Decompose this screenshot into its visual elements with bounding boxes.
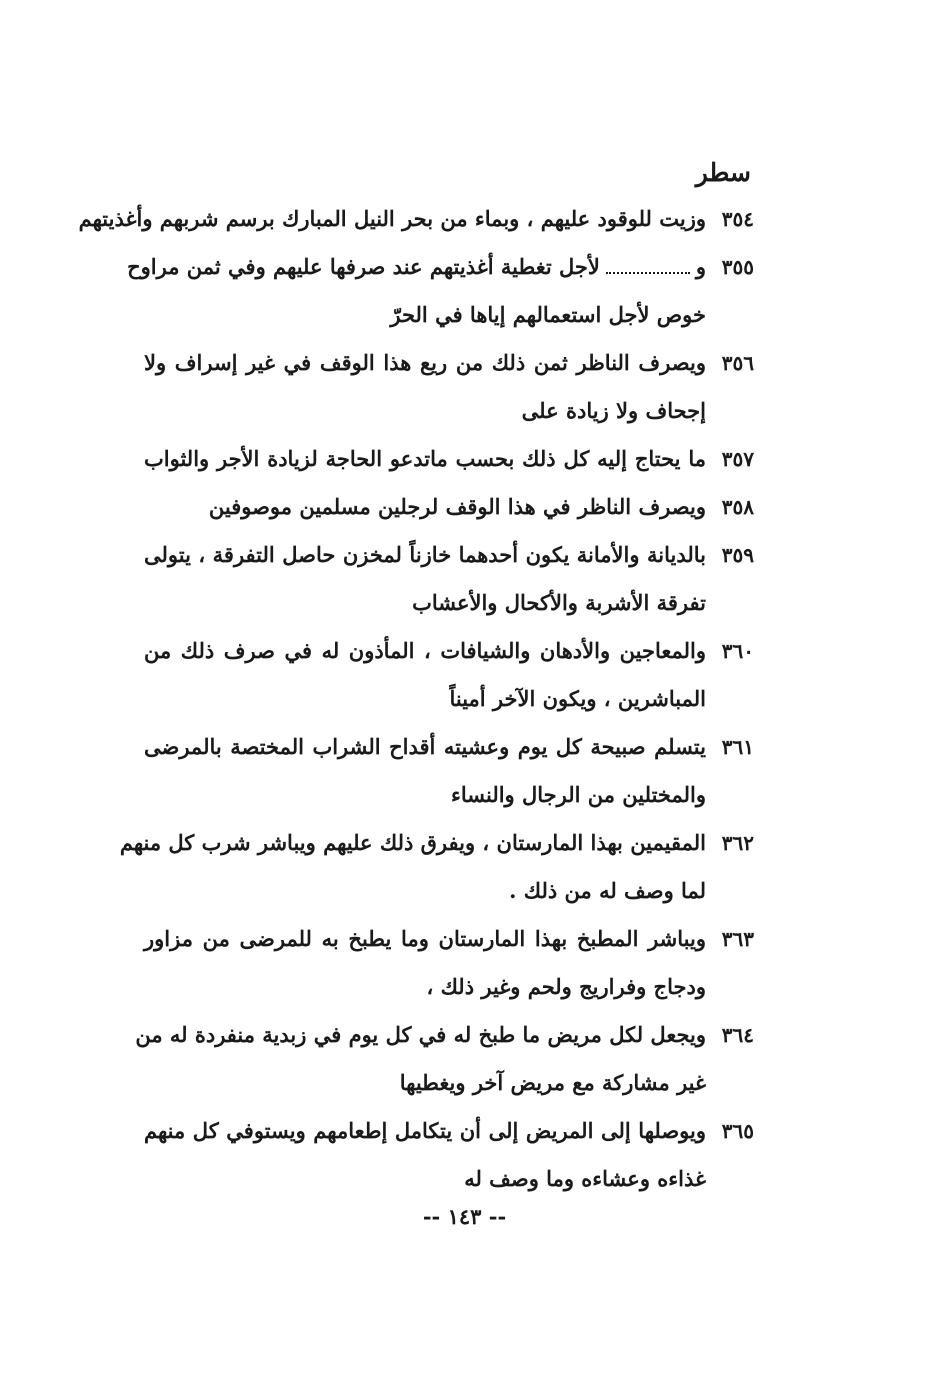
line-entry-356 xyxy=(144,339,754,435)
line-row-continuation xyxy=(144,1155,754,1203)
line-text: تفرقة الأشربة والأكحال والأعشاب xyxy=(412,590,706,615)
line-number: ٣٥٤ xyxy=(721,207,754,231)
line-text: وزيت للوقود عليهم ، وبماء من بحر النيل المبارك برسم شربهم وأغذيتهم xyxy=(78,206,706,231)
line-row xyxy=(144,531,754,579)
line-text: لما وصف له من ذلك . xyxy=(509,878,706,903)
line-number: ٣٦٣ xyxy=(721,927,754,951)
line-text: ويصرف الناظر في هذا الوقف لرجلين مسلمين موصوفين xyxy=(208,494,706,519)
line-entry-363 xyxy=(144,915,754,1011)
line-row xyxy=(144,627,754,675)
line-text: والمختلين من الرجال والنساء xyxy=(450,782,706,807)
ellipsis-dots xyxy=(606,260,690,274)
line-text: المباشرين ، ويكون الآخر أميناً xyxy=(449,686,706,711)
line-row-continuation xyxy=(144,291,754,339)
line-text: ويصرف الناظر ثمن ذلك من ريع هذا الوقف في غير إسراف ولا xyxy=(144,350,706,375)
line-text: ويباشر المطبخ بهذا المارستان وما يطبخ به للمرضى من مزاور xyxy=(144,926,706,951)
line-row-continuation xyxy=(144,579,754,627)
line-number: ٣٦١ xyxy=(721,735,754,759)
line-text: ويوصلها إلى المريض إلى أن يتكامل إطعامهم ويستوفي كل منهم xyxy=(144,1118,706,1143)
line-prefix: و xyxy=(695,254,706,279)
header-line-label: سطر xyxy=(695,158,751,187)
line-text xyxy=(127,243,706,291)
line-entry-362 xyxy=(119,819,754,915)
line-entry-364 xyxy=(135,1011,754,1107)
line-entry-354 xyxy=(78,195,754,243)
line-entry-360 xyxy=(144,627,754,723)
line-row xyxy=(135,1011,754,1059)
line-number: ٣٦٢ xyxy=(721,831,754,855)
line-row-continuation xyxy=(144,963,754,1011)
line-row xyxy=(144,723,754,771)
text-lines xyxy=(78,195,754,1203)
line-row-continuation xyxy=(144,387,754,435)
line-entry-359 xyxy=(144,531,754,627)
line-row-continuation xyxy=(144,771,754,819)
line-text: يتسلم صبيحة كل يوم وعشيته أقداح الشراب المختصة بالمرضى xyxy=(144,734,706,759)
line-row xyxy=(144,339,754,387)
line-number: ٣٥٧ xyxy=(721,447,754,471)
line-entry-355 xyxy=(127,243,754,339)
line-row-continuation xyxy=(144,1059,754,1107)
line-number: ٣٥٨ xyxy=(721,495,754,519)
line-row xyxy=(144,1107,754,1155)
line-row xyxy=(78,195,754,243)
line-row xyxy=(119,819,754,867)
line-text: بالديانة والأمانة يكون أحدهما خازناً لمخزن حاصل التفرقة ، يتولى xyxy=(144,542,706,567)
line-text: إجحاف ولا زيادة على xyxy=(521,398,706,423)
line-number: ٣٦٤ xyxy=(721,1023,754,1047)
line-number: ٣٦٠ xyxy=(721,639,754,663)
line-entry-357 xyxy=(144,435,754,483)
line-number: ٣٦٥ xyxy=(721,1119,754,1143)
line-row-continuation xyxy=(144,675,754,723)
line-row xyxy=(127,243,754,291)
line-text: خوص لأجل استعمالهم إياها في الحرّ xyxy=(390,302,706,327)
line-text-rest: لأجل تغطية أغذيتهم عند صرفها عليهم وفي ثمن مراوح xyxy=(127,254,600,279)
line-entry-365 xyxy=(144,1107,754,1203)
line-text: ويجعل لكل مريض ما طبخ له في كل يوم في زبدية منفردة له من xyxy=(135,1022,706,1047)
line-row-continuation xyxy=(144,867,754,915)
line-entry-358 xyxy=(144,483,754,531)
line-text: والمعاجين والأدهان والشيافات ، المأذون له في صرف ذلك من xyxy=(144,638,706,663)
line-text: ما يحتاج إليه كل ذلك بحسب ماتدعو الحاجة لزيادة الأجر والثواب xyxy=(144,446,706,471)
line-text: غير مشاركة مع مريض آخر ويغطيها xyxy=(399,1070,706,1095)
line-row xyxy=(144,483,754,531)
line-entry-361 xyxy=(144,723,754,819)
line-number: ٣٥٦ xyxy=(721,351,754,375)
page-number: -- ١٤٣ -- xyxy=(422,1204,507,1229)
line-text: المقيمين بهذا المارستان ، ويفرق ذلك عليهم ويباشر شرب كل منهم xyxy=(119,830,706,855)
line-text: ودجاج وفراريج ولحم وغير ذلك ، xyxy=(426,974,706,999)
line-number: ٣٥٥ xyxy=(721,255,754,279)
line-text: غذاءه وعشاءه وما وصف له xyxy=(464,1166,706,1191)
line-row xyxy=(144,915,754,963)
line-number: ٣٥٩ xyxy=(721,543,754,567)
line-row xyxy=(144,435,754,483)
